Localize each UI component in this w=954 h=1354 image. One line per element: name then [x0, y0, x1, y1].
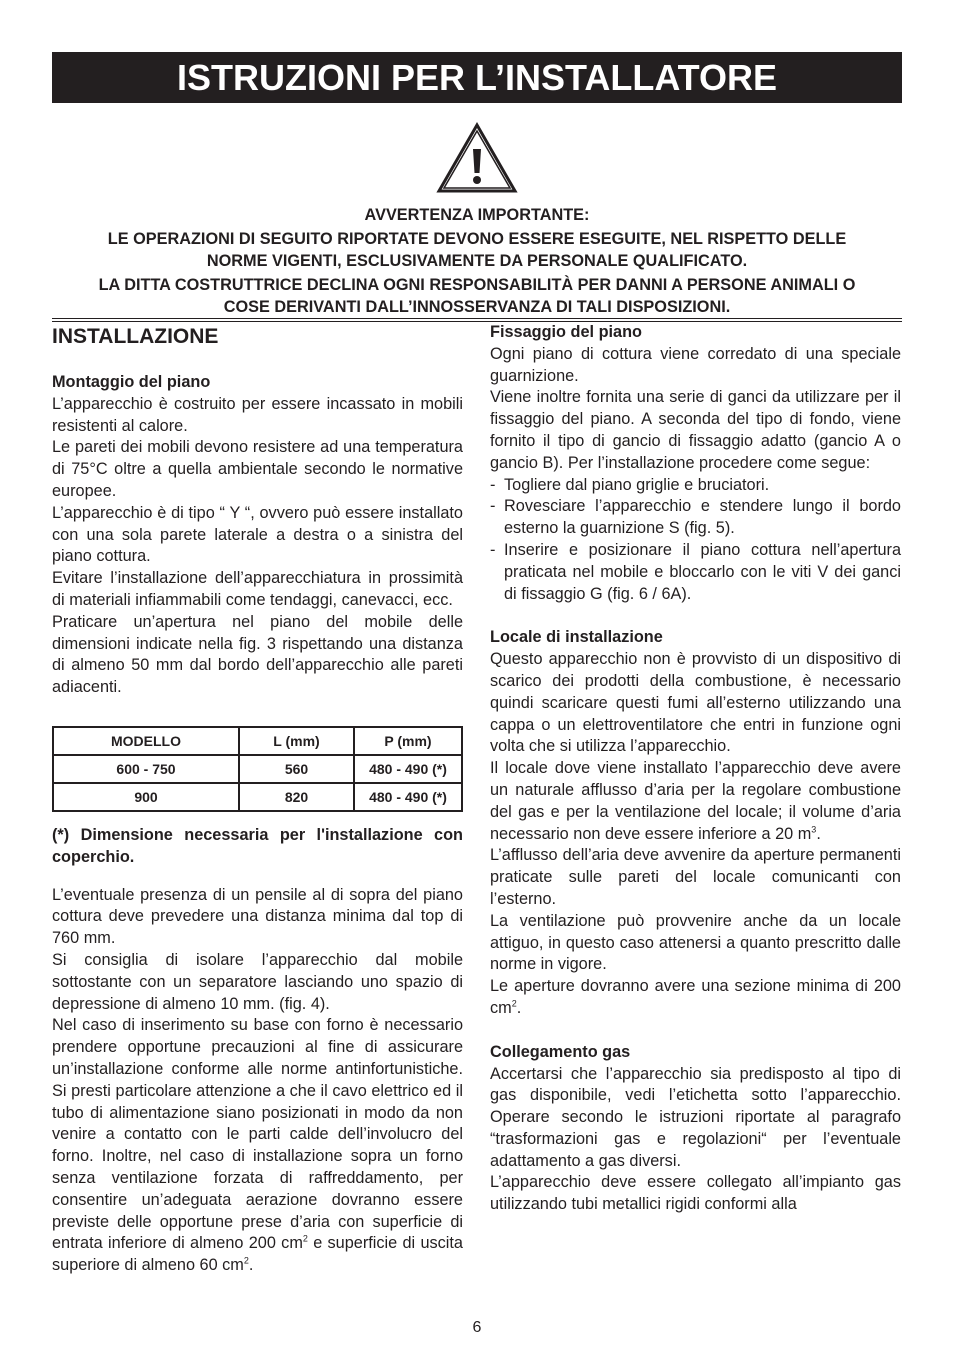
dimensions-table — [52, 726, 463, 812]
warning-line: NORME VIGENTI, ESCLUSIVAMENTE DA PERSONALE QUALIFICATO. — [206, 252, 748, 270]
table-header-row — [53, 727, 462, 755]
safety-warning — [52, 204, 902, 319]
paragraph: Nel caso di inserimento su base con forno è necessario prendere opportune precauzioni al fine di assicurare un’installazione conforme alle norme antinfortunistiche. Si presti particolare attenzione a che il cavo elettrico ed il tubo di alimentazione siano posizionati in modo da non venire a contatto con le parti calde dell’involucro del forno. Inoltre, nel caso di installazione sopra un forno senza ventilazione forzata di raffreddamento, per consentire un’adeguata aerazione dovranno essere previste delle opportune prese d’aria con superficie di entrata inferiore di almeno 200 $cm^2$ e superficie di uscita superiore di almeno 60 $cm^2$. — [52, 1016, 463, 1275]
paragraph: Praticare un’apertura nel piano del mobile delle dimensioni indicate nella fig. 3 rispettando una distanza di almeno 50 mm dal bordo dell’apparecchio alle pareti adiacenti. — [52, 612, 463, 697]
paragraph: Le pareti dei mobili devono resistere ad una temperatura di 75°C oltre a quella ambientale secondo le normative europee. — [52, 438, 463, 500]
table-cell: 900 — [53, 783, 239, 811]
warning-line: LA DITTA COSTRUTTRICE DECLINA OGNI RESPONSABILITÀ PER DANNI A PERSONE ANIMALI O — [98, 275, 856, 294]
table-header-cell: MODELLO — [53, 727, 239, 755]
warning-triangle-icon — [436, 122, 518, 194]
paragraph: L’apparecchio è di tipo “ Y “, ovvero può essere installato con una sola parete laterale a destra o a sinistra del piano cottura. — [52, 503, 463, 566]
subsection-title: Fissaggio del piano — [490, 323, 642, 341]
table-header-cell: L (mm) — [239, 727, 354, 755]
table-header-cell: P (mm) — [354, 727, 462, 755]
table-row — [53, 755, 462, 783]
right-column — [490, 322, 901, 1216]
left-column — [52, 322, 463, 1277]
table-cell: 600 - 750 — [53, 755, 239, 783]
page-title: ISTRUZIONI PER L’INSTALLATORE — [52, 52, 902, 103]
paragraph: Accertarsi che l’apparecchio sia predisposto al tipo di gas disponibile, vedi l’etichetta sotto l’apparecchio. Operare secondo le istruzioni riportate al paragrafo “trasformazioni gas e regolazioni“ per l’eventuale adattamento a gas diversi. — [490, 1064, 901, 1170]
section-title: INSTALLAZIONE — [52, 325, 219, 348]
subsection-title: Montaggio del piano — [52, 373, 211, 391]
table-row — [53, 783, 462, 811]
subsection-title: Collegamento gas — [490, 1042, 631, 1061]
paragraph: Viene inoltre fornita una serie di ganci da utilizzare per il fissaggio del piano. A seconda del tipo di fondo, viene fornito il tipo di gancio di fissaggio adatto (gancio A o gancio B). Per l’installazione procedere come segue: — [490, 388, 901, 472]
paragraph: Il locale dove viene installato l’apparecchio deve avere un naturale afflusso d’aria per la regolare combustione del gas e per la ventilazione del locale; il volume d’aria necessario non deve essere inferiore a 20 $m^3$. — [490, 759, 901, 843]
warning-line: LE OPERAZIONI DI SEGUITO RIPORTATE DEVONO ESSERE ESEGUITE, NEL RISPETTO DELLE — [107, 229, 847, 248]
list-item: - Inserire e posizionare il piano cottura nell’apertura praticata nel mobile e bloccarlo con le viti V dei ganci di fissaggio G (fig. 6 / 6A). — [490, 540, 901, 605]
paragraph: Le aperture dovranno avere una sezione minima di 200 $cm^2$. — [490, 977, 901, 1017]
paragraph: L’eventuale presenza di un pensile al di sopra del piano cottura deve prevedere una distanza minima dal top di 760 mm. — [52, 885, 463, 948]
page-number: 6 — [472, 1319, 482, 1336]
warning-line: COSE DERIVANTI DALL’INNOSSERVANZA DI TALI DISPOSIZIONI. — [223, 298, 731, 316]
table-cell: 480 - 490 (*) — [354, 755, 462, 783]
subsection-title: Locale di installazione — [490, 628, 663, 647]
steps-list — [490, 475, 901, 606]
list-item: - Togliere dal piano griglie e bruciatori. — [490, 475, 901, 497]
divider — [52, 318, 902, 319]
paragraph: Si consiglia di isolare l’apparecchio dal mobile sottostante con un separatore lasciando uno spazio di depressione di almeno 10 mm. (fig. 4). — [52, 950, 463, 1013]
paragraph: Questo apparecchio non è provvisto di un dispositivo di scarico dei prodotti della combustione, è necessario quindi scaricare questi fumi all’esterno utilizzando una cappa o un elettroventilatore che entri in funzione ogni volta che si utilizza l’apparecchio. — [490, 650, 901, 756]
warning-line: AVVERTENZA IMPORTANTE: — [364, 206, 590, 224]
table-note: (*) Dimensione necessaria per l'installazione con coperchio. — [52, 825, 463, 866]
table-cell: 820 — [239, 783, 354, 811]
paragraph: Evitare l’installazione dell’apparecchiatura in prossimità di materiali infiammabili come tendaggi, canevacci, ecc. — [52, 569, 463, 609]
table-cell: 560 — [239, 755, 354, 783]
list-item: - Rovesciare l’apparecchio e stendere lungo il bordo esterno la guarnizione S (fig. 5). — [490, 496, 901, 540]
paragraph: La ventilazione può provvenire anche da un locale attiguo, in questo caso attenersi a quanto prescritto dalle norme in vigore. — [490, 911, 901, 974]
paragraph: Ogni piano di cottura viene corredato di una speciale guarnizione. — [490, 344, 901, 385]
paragraph: L’afflusso dell’aria deve avvenire da aperture permanenti praticate sulle pareti del locale comunicanti con l’esterno. — [490, 846, 901, 908]
table-cell: 480 - 490 (*) — [354, 783, 462, 811]
paragraph: L’apparecchio deve essere collegato all’impianto gas utilizzando tubi metallici rigidi conformi alla — [490, 1173, 901, 1214]
paragraph: L’apparecchio è costruito per essere incassato in mobili resistenti al calore. — [52, 394, 463, 435]
